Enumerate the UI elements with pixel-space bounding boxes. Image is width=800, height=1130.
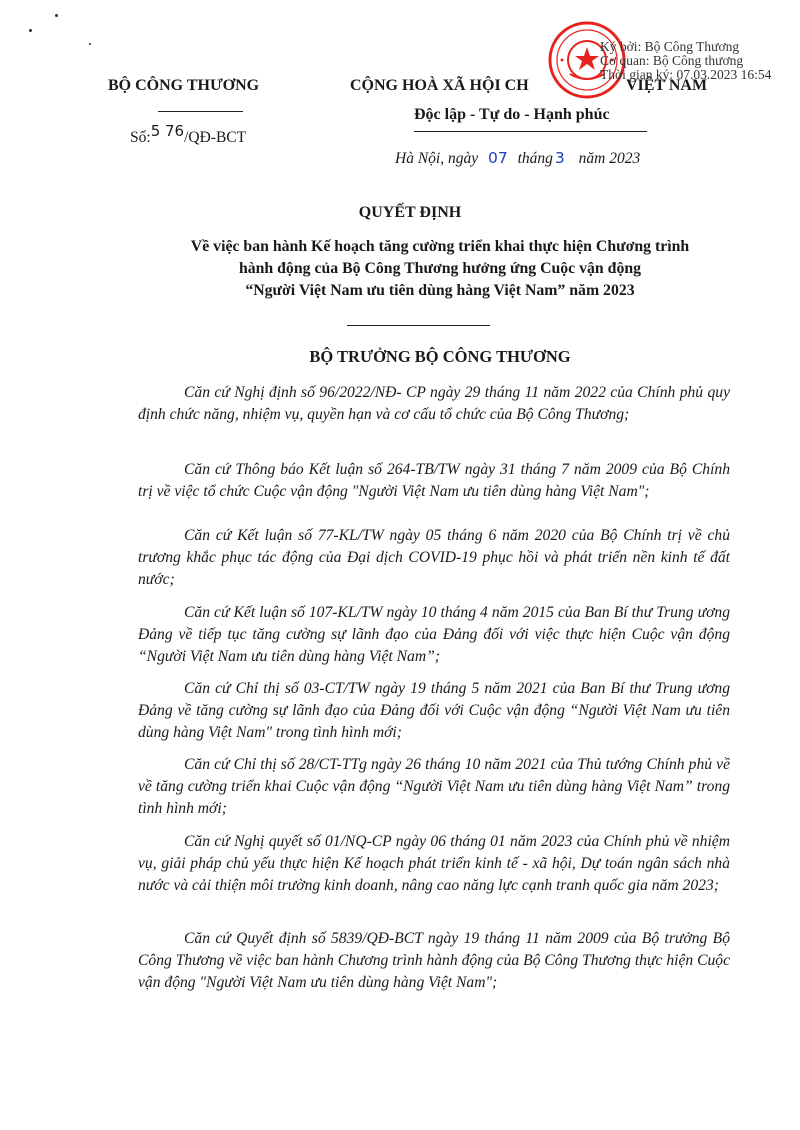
legal-basis-paragraph: Căn cứ Thông báo Kết luận số 264-TB/TW ngày 31 tháng 7 năm 2009 của Bộ Chính trị về việc tổ chức Cuộc vận động "Người Việt Nam ưu tiên dùng hàng Việt Nam"; [138, 461, 730, 500]
date-year: năm 2023 [578, 150, 641, 167]
scan-speck [55, 14, 58, 17]
subject-line: hành động của Bộ Công Thương hưởng ứng Cuộc vận động [238, 260, 642, 277]
decision-subject [150, 236, 730, 302]
scan-speck [29, 29, 32, 32]
subject-line: Về việc ban hành Kế hoạch tăng cường triển khai thực hiện Chương trình [190, 238, 690, 255]
legal-basis-paragraph: Căn cứ Kết luận số 77-KL/TW ngày 05 tháng 6 năm 2020 của Bộ Chính trị về chủ trương khắc phục tác động của Đại dịch COVID-19 phục hồi và phát triển nền kinh tế đất nước; [138, 527, 730, 588]
decision-heading: QUYẾT ĐỊNH [358, 204, 462, 221]
title-divider [347, 325, 490, 326]
signature-time: Thời gian ký: 07.03.2023 16:54 [600, 68, 772, 82]
legal-basis-paragraph: Căn cứ Chỉ thị số 03-CT/TW ngày 19 tháng 5 năm 2021 của Ban Bí thư Trung ương Đảng về tăng cường sự lãnh đạo của Đảng đối với Cuộc vận động “Người Việt Nam ưu tiên dùng hàng Việt Nam" trong tình hình mới; [138, 680, 730, 741]
republic-title-right: VIỆT NAM [626, 77, 708, 94]
legal-basis-paragraph: Căn cứ Kết luận số 107-KL/TW ngày 10 tháng 4 năm 2015 của Ban Bí thư Trung ương Đảng về tiếp tục tăng cường sự lãnh đạo của Đảng đối với việc thực hiện Cuộc vận động “Người Việt Nam ưu tiên dùng hàng Việt Nam”; [138, 604, 730, 665]
date-month-handwritten: 3 [554, 149, 565, 167]
national-motto: Độc lập - Tự do - Hạnh phúc [414, 106, 610, 123]
legal-basis-paragraph: Căn cứ Chỉ thị số 28/CT-TTg ngày 26 tháng 10 năm 2021 của Thủ tướng Chính phủ về về tăng cường triển khai Cuộc vận động “Người Việt Nam ưu tiên dùng hàng Việt Nam” trong tình hình mới; [138, 756, 730, 817]
signature-agency: Cơ quan: Bộ Công thương [600, 53, 744, 68]
document-number-suffix: /QĐ-BCT [184, 129, 247, 146]
ministry-underline [158, 111, 243, 112]
signature-signer: Ký bởi: Bộ Công Thương [600, 39, 740, 54]
document-number [130, 122, 247, 147]
signature-info [600, 40, 800, 82]
ministry-name: BỘ CÔNG THƯƠNG [108, 77, 260, 94]
legal-basis-paragraph: Căn cứ Nghị định số 96/2022/NĐ- CP ngày 29 tháng 11 năm 2022 của Chính phủ quy định chức năng, nhiệm vụ, quyền hạn và cơ cấu tổ chức của Bộ Công Thương; [138, 384, 730, 423]
legal-basis-paragraph: Căn cứ Quyết định số 5839/QĐ-BCT ngày 19 tháng 11 năm 2009 của Bộ trưởng Bộ Công Thương về việc ban hành Chương trình hành động của Bộ Công Thương thực hiện Cuộc vận động "Người Việt Nam ưu tiên dùng hàng Việt Nam"; [138, 930, 730, 991]
legal-basis-paragraph: Căn cứ Nghị quyết số 01/NQ-CP ngày 06 tháng 01 năm 2023 của Chính phủ về nhiệm vụ, giải pháp chủ yếu thực hiện Kế hoạch phát triển kinh tế - xã hội, Dự toán ngân sách nhà nước và cải thiện môi trường kinh doanh, nâng cao năng lực cạnh tranh quốc gia năm 2023; [138, 833, 730, 894]
issuing-authority: BỘ TRƯỞNG BỘ CÔNG THƯƠNG [309, 347, 571, 366]
subject-line: “Người Việt Nam ưu tiên dùng hàng Việt Nam” năm 2023 [245, 282, 635, 299]
date-month-label: tháng [517, 150, 553, 167]
document-number-handwritten: 5 76 [150, 122, 185, 140]
date-day-handwritten: 07 [487, 149, 508, 167]
document-number-prefix: Số: [130, 129, 151, 146]
republic-title [350, 77, 529, 95]
date-prefix: Hà Nội, ngày [395, 150, 479, 167]
scan-speck [89, 43, 91, 45]
republic-title-left: CỘNG HOÀ XÃ HỘI CH [350, 77, 529, 94]
issue-date [395, 149, 640, 168]
motto-underline [414, 131, 647, 132]
